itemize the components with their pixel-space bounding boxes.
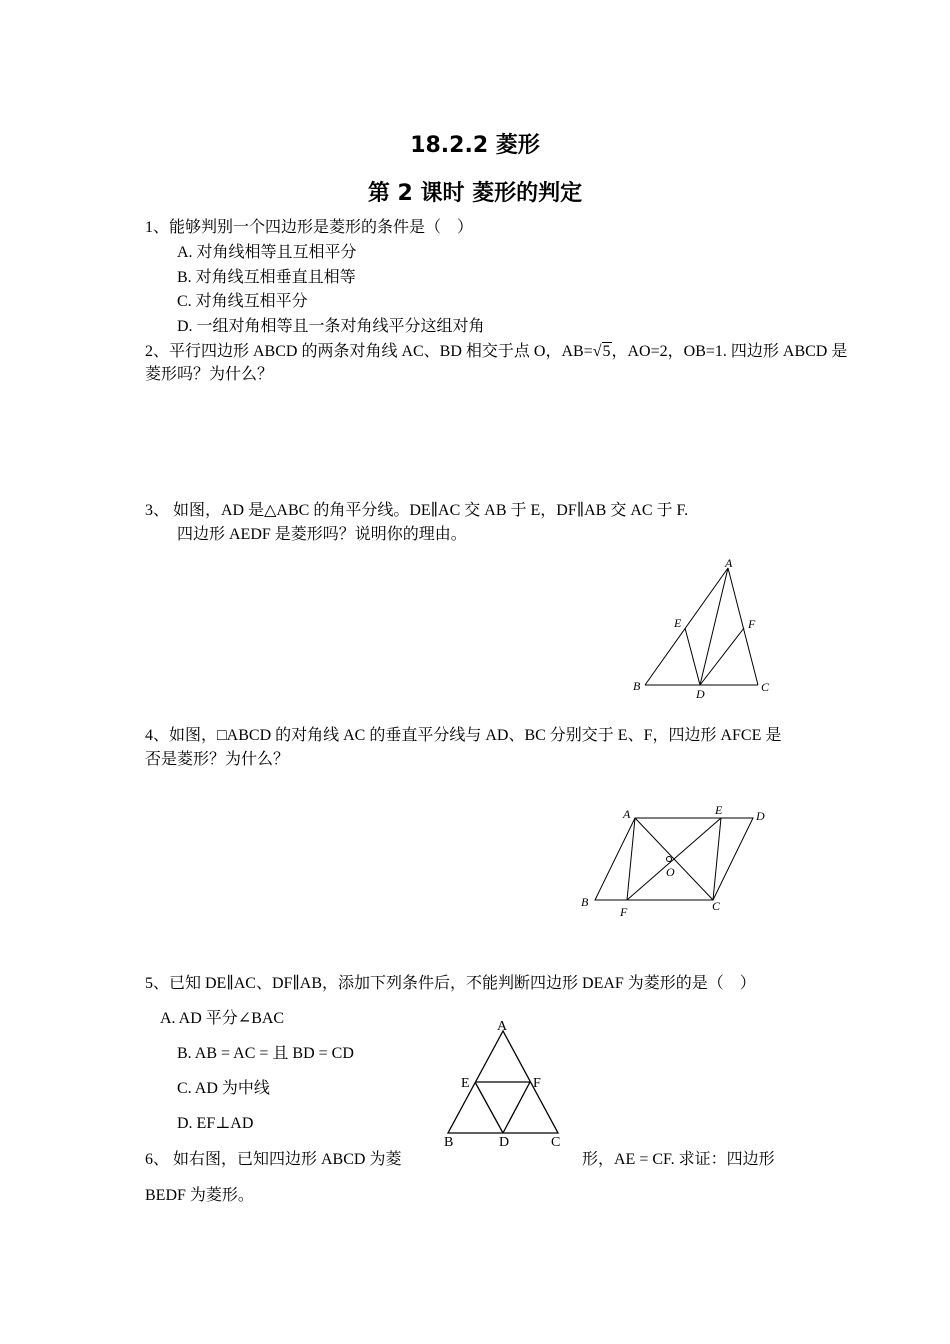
- label-e: E: [461, 1076, 470, 1091]
- q2-line1-part-b: ，AO=2，OB=1. 四边形 ABCD 是: [611, 343, 848, 360]
- q1-option-b: B. 对角线互相垂直且相等: [177, 269, 356, 286]
- q2-line1-part-a: 2、平行四边形 ABCD 的两条对角线 AC、BD 相交于点 O，AB=: [145, 343, 593, 360]
- point-o: [667, 857, 672, 862]
- q3-line2: 四边形 AEDF 是菱形吗？说明你的理由。: [177, 526, 467, 543]
- q5-option-d: D. EF⊥AD: [177, 1115, 254, 1132]
- label-f: F: [748, 617, 756, 631]
- q5-triangle-figure: [440, 1015, 570, 1150]
- q5-stem: 5、已知 DE∥AC、DF∥AB，添加下列条件后，不能判断四边形 DEAF 为菱形的是（ ）: [145, 975, 756, 992]
- q2-line1: [145, 342, 847, 362]
- q4-line2: 否是菱形？为什么？: [145, 751, 290, 768]
- q6-line1-part-b: 形，AE = CF. 求证：四边形: [582, 1151, 775, 1168]
- page-subtitle: 第 2 课时 菱形的判定: [367, 181, 583, 206]
- segment-ab: [645, 568, 728, 685]
- label-f: F: [620, 905, 628, 919]
- label-c: C: [712, 899, 721, 913]
- sqrt-symbol-icon: √: [592, 343, 602, 360]
- q2-line2: 菱形吗？为什么？: [145, 366, 274, 383]
- segment-ef: [627, 818, 721, 900]
- segment-ec: [713, 818, 721, 900]
- segment-de: [685, 628, 700, 685]
- q1-option-a: A. 对角线相等且互相平分: [177, 244, 357, 261]
- segment-af: [627, 818, 635, 900]
- q6-line1-part-a: 6、 如右图，已知四边形 ABCD 为菱: [145, 1151, 402, 1168]
- sqrt-expression: [593, 342, 612, 362]
- label-e: E: [674, 616, 682, 630]
- q5-option-c: C. AD 为中线: [177, 1080, 270, 1097]
- segment-ed: [475, 1082, 503, 1133]
- q5-option-b: B. AB = AC = 且 BD = CD: [177, 1045, 354, 1062]
- label-b: B: [581, 895, 589, 909]
- label-a: A: [497, 1019, 508, 1034]
- label-e: E: [715, 803, 723, 817]
- label-d: D: [756, 809, 765, 823]
- q1-option-c: C. 对角线互相平分: [177, 293, 308, 310]
- q3-line1: 3、 如图，AD 是△ABC 的角平分线。DE∥AC 交 AB 于 E，DF∥AB 交 AC 于 F.: [145, 502, 689, 519]
- q3-triangle-figure: [620, 550, 790, 705]
- label-d: D: [696, 687, 705, 701]
- label-c: C: [551, 1135, 561, 1150]
- page-title: 18.2.2 菱形: [410, 133, 540, 158]
- label-a: A: [725, 556, 733, 570]
- label-d: D: [499, 1135, 510, 1150]
- label-f: F: [533, 1076, 541, 1091]
- q1-stem: 1、能够判别一个四边形是菱形的条件是（ ）: [145, 219, 474, 236]
- label-c: C: [761, 680, 770, 694]
- q6-line2: BEDF 为菱形。: [145, 1187, 254, 1204]
- label-b: B: [633, 679, 641, 693]
- label-a: A: [623, 807, 631, 821]
- q4-line1: 4、如图，□ABCD 的对角线 AC 的垂直平分线与 AD、BC 分别交于 E、F，四边形 AFCE 是: [145, 727, 782, 744]
- q5-option-a: A. AD 平分∠BAC: [160, 1010, 285, 1027]
- q4-parallelogram-figure: [575, 800, 775, 925]
- sqrt-radicand: 5: [602, 343, 611, 360]
- label-b: B: [444, 1135, 454, 1150]
- segment-fd: [503, 1082, 530, 1133]
- label-o: O: [666, 865, 675, 879]
- q1-option-d: D. 一组对角相等且一条对角线平分这组对角: [177, 318, 485, 335]
